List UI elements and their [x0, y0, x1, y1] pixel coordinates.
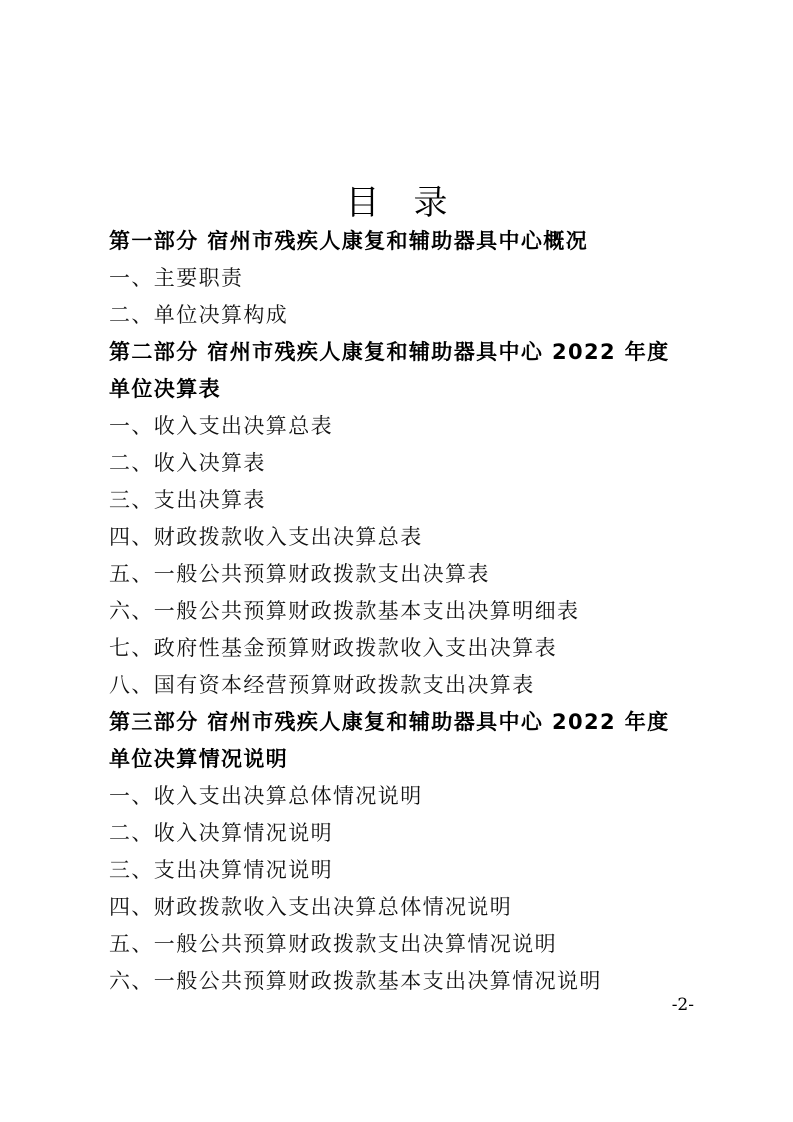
- toc-item: 三、支出决算表: [109, 488, 266, 512]
- page-number: -2-: [671, 995, 694, 1015]
- toc-item: 四、财政拨款收入支出决算总体情况说明: [109, 895, 513, 919]
- page-title: 目录: [345, 183, 482, 223]
- toc-item: 一、收入支出决算总体情况说明: [109, 784, 423, 808]
- toc-item: 五、一般公共预算财政拨款支出决算情况说明: [109, 932, 557, 956]
- toc-item: 一、收入支出决算总表: [109, 414, 333, 438]
- toc-item: 六、一般公共预算财政拨款基本支出决算情况说明: [109, 969, 602, 993]
- toc-item: 二、单位决算构成: [109, 303, 289, 327]
- toc-part-heading: 第二部分 宿州市残疾人康复和辅助器具中心 2022 年度: [109, 340, 670, 364]
- toc-item: 一、主要职责: [109, 266, 244, 290]
- toc-item: 三、支出决算情况说明: [109, 858, 333, 882]
- toc-item: 七、政府性基金预算财政拨款收入支出决算表: [109, 636, 557, 660]
- toc-part-heading: 单位决算表: [109, 377, 221, 401]
- toc-item: 二、收入决算情况说明: [109, 821, 333, 845]
- toc-item: 二、收入决算表: [109, 451, 266, 475]
- toc-item: 六、一般公共预算财政拨款基本支出决算明细表: [109, 599, 580, 623]
- toc-part-heading: 第一部分 宿州市残疾人康复和辅助器具中心概况: [109, 229, 589, 253]
- toc-part-heading: 单位决算情况说明: [109, 747, 289, 771]
- toc-part-heading: 第三部分 宿州市残疾人康复和辅助器具中心 2022 年度: [109, 710, 670, 734]
- table-of-contents: [109, 223, 709, 1000]
- toc-item: 五、一般公共预算财政拨款支出决算表: [109, 562, 490, 586]
- toc-item: 四、财政拨款收入支出决算总表: [109, 525, 423, 549]
- toc-item: 八、国有资本经营预算财政拨款支出决算表: [109, 673, 535, 697]
